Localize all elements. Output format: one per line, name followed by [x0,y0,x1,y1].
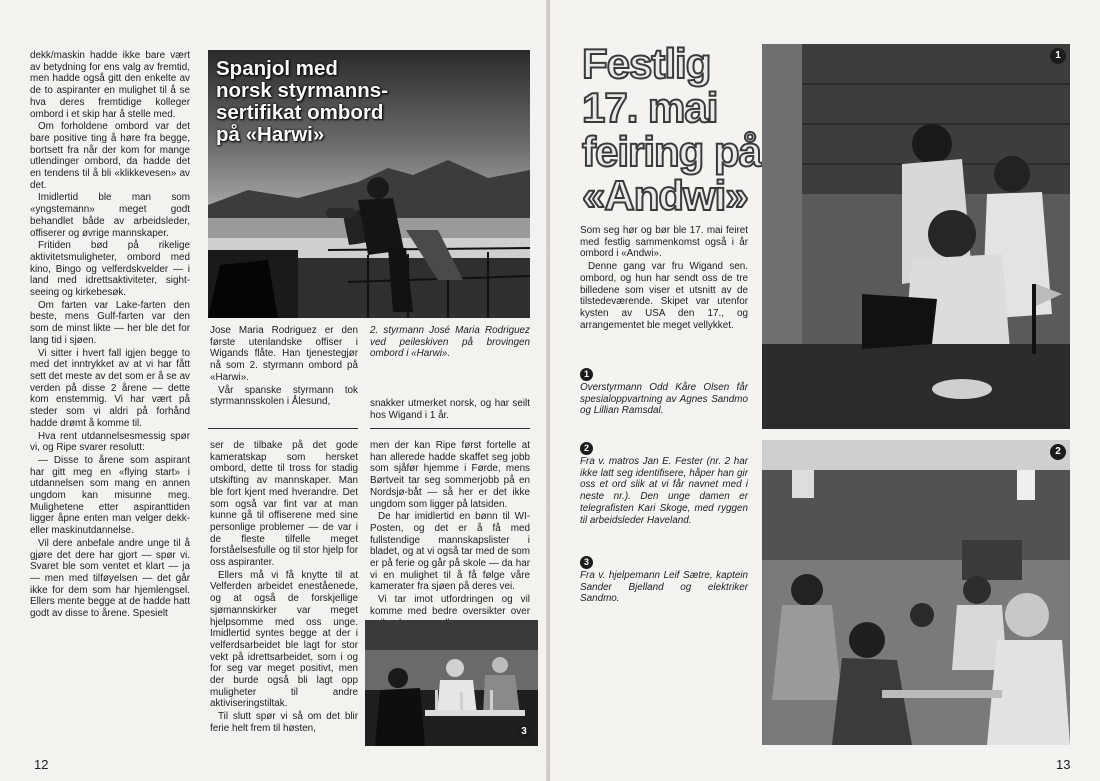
caption-badge: 1 [580,368,593,381]
title-line: 17. mai [582,84,718,131]
photo-caption-3 [580,556,748,606]
paragraph: — Disse to årene som aspirant har gitt meg en «flying start» i utdannelsen som mang en annen ungdom kan misunne meg. Mulighetene etter aspiranttiden ligger åpne enten man velger dekk- eller maskinutdannelse. [30,454,190,537]
article-headline [216,58,421,146]
caption-text: Fra v. hjelpemann Leif Sætre, kaptein Sander Bjelland og elektriker Sandmo. [580,570,748,605]
harwi-bridge-photo [208,50,530,318]
paragraph: snakker utmerket norsk, og har seilt hos Wigand i 1 år. [370,398,530,421]
party-photo-1 [762,44,1070,429]
paragraph: Vi tar imot utfordringen og vil komme med bedre oversikter over [370,594,530,617]
paragraph: Jose Maria Rodriguez er den første utenlandske offiser i Wigands flåte. Han tjenestegjør nå som 2. styrmann ombord på «Harwi». [210,325,358,383]
right-page [550,0,1100,781]
paragraph: Om farten var Lake-farten den beste, mens Gulf-farten var den som de minst likte — her ble det for lang tid i sjøen. [30,299,190,346]
paragraph: Fritiden bød på rikelige aktivitetsmuligheter, ombord med kino, Bingo og velferdskvelder — i land med idrettsaktiviteter, sight-seeing og kirkebesøk. [30,240,190,299]
party-photo-2 [762,440,1070,745]
paragraph: Vil dere anbefale andre unge til å gjøre det dere har gjort — spør vi. Svaret ble som ventet et klart — ja — men med tilføyelsen — det går ikke for dem som har hjemlengsel. Ellers mente begge at de hadde hatt godt av disse to årene. Spesielt [30,537,190,620]
caption-text: 2. styrmann José Maria Rodriguez ved peileskiven på brovingen ombord i «Harwi». [370,325,530,360]
paragraph: Som seg hør og bør ble 17. mai feiret med festlig sammenkomst også i år ombord i «Andwi». [580,225,748,260]
left-column-1 [30,50,190,621]
left-column-3 [210,440,358,736]
photo-caption-1 [580,368,748,418]
paragraph: dekk/maskin hadde ikke bare vært av betydning for ens valg av fremtid, men hadde også gitt den enkelte av de to aspiranter en mulighet til å se hva deres fremtidige kolleger ombord i et skip har å stelle med. [30,50,190,120]
headline-line: sertifikat ombord [216,101,384,124]
page-number: 13 [1056,757,1071,772]
caption-badge: 3 [580,556,593,569]
headline-line: norsk styrmanns- [216,79,389,102]
headline-line: på «Harwi» [216,123,325,146]
title-line: feiring på [582,128,762,175]
paragraph: Ellers må vi få knytte til at Velferden arbeidet eneståenede, og at også de forskjellige sjømannskirker var meget hjelpsomme med oss unge. Imidlertid syntes begge at der i velferdsarbeidet ble lagt for stor vekt på idrettsarbeidet, som i og for seg var meget positivt, men der burde også bli lagt opp muligheter til andre aktiviseringstiltak. [210,569,358,710]
title-line: «Andwi» [582,172,748,219]
headline-line: Spanjol med [216,57,338,80]
divider [208,428,358,429]
paragraph: Til slutt spør vi så om det blir ferie helt frem til høsten, [210,711,358,734]
paragraph: Imidlertid ble man som «yngstemann» meget godt behandlet både av arbeidsleder, offiserer og øvrige mannskaper. [30,192,190,239]
photo-caption [370,325,530,361]
paragraph: ser de tilbake på det gode kameratskap som hersket ombord, dette til tross for stadig utskifting av mannskaper. Man ble fort kjent med hverandre. Det som også var fint var at man kunne gå til offiserene med sine personlige problemer — de var i de fleste tilfelle meget forståelsesfulle og til stor hjelp for oss aspiranter. [210,440,358,569]
article-continuation [370,398,530,422]
paragraph: Denne gang var fru Wigand sen. ombord, og hun har sendt oss de tre billedene som viser et utsnitt av de tilstedeværende. Skipet var utenfor kysten av USA den 17., og arrangementet ble meget vellykket. [580,261,748,331]
caption-text: Fra v. matros Jan E. Fester (nr. 2 har ikke latt seg identifisere, håper han gir oss et ord slik at vi får navnet med i neste nr.). Den unge damen er telegrafisten Kari Skoge, med ryggen til arbeidsleder Haveland. [580,456,748,526]
photo-badge: 2 [1050,444,1066,460]
paragraph: Hva rent utdannelsesmessig spør vi, og Ripe svarer resolutt: [30,430,190,454]
article-intro [210,325,358,409]
caption-badge: 2 [580,442,593,455]
photo-caption-2 [580,442,748,527]
paragraph: men der kan Ripe først fortelle at han allerede hadde skaffet seg jobb som sjåfør hjemme i Førde, mens Børtveit tar seg sommerjobb på en Nordsjø-båt — så her er det ikke ungdom som ligger på latsiden. [370,440,530,510]
article-title [582,42,762,218]
divider [370,428,530,429]
caption-text: Overstyrmann Odd Kåre Olsen får spesialoppvartning av Agnes Sandmo og Lillian Ramsdal. [580,382,748,417]
photo-badge: 1 [1050,48,1066,64]
paragraph: Vi sitter i hvert fall igjen begge to med det inntrykket av at vi har fått sett det meste av det som er å se av verden på disse 2 årene — dette kom enstemmig. Vi har vært på steder som vi aldri på forhånd hadde drømt å komme til. [30,347,190,429]
paragraph: De har imidlertid en bønn til WI-Posten, og det er å få med fullstendige mannskapslister i bladet, og at vi også tar med de som er på ferie og går på skole — da har vi en mulighet til å få følge våre kamerater fra sjøen på deres vei. [370,511,530,593]
party-photo-3 [365,620,538,746]
title-line: Festlig [582,40,711,87]
paragraph: Vår spanske styrmann tok styrmannsskolen i Ålesund, [210,384,358,408]
page-number: 12 [34,757,49,772]
paragraph: Om forholdene ombord var det bare positive ting å høre fra begge, bortsett fra når der kom for mange utlendinger ombord, da hadde det en tendens til å bli «klikkevesen» av det. [30,121,190,191]
article-intro [580,225,748,332]
photo-badge: 3 [516,724,532,740]
